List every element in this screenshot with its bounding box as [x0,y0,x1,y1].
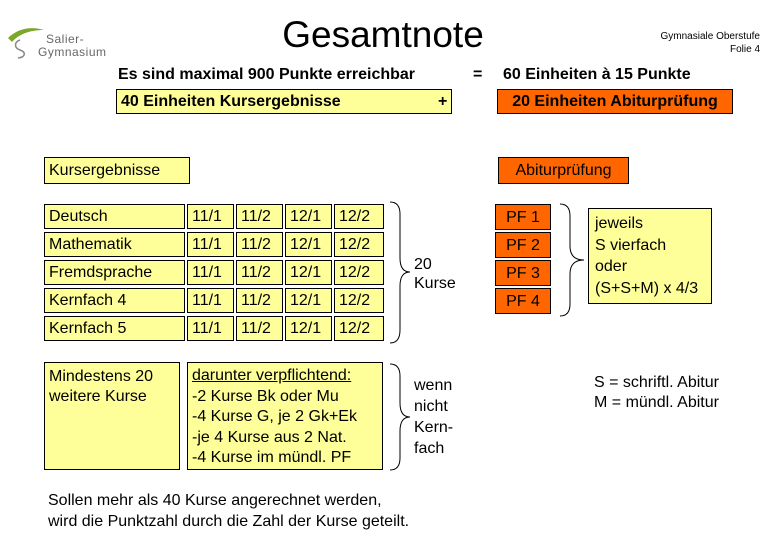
course-row [44,204,384,229]
slide-number: Folie 4 [729,44,760,55]
legend-line: S = schriftl. Abitur [594,374,719,391]
darunter-line: -4 Kurse im mündl. PF [192,449,352,466]
course-subject: Kernfach 5 [44,316,185,341]
darunter-box [187,362,383,470]
wenn-line: wenn [414,377,453,394]
darunter-line: -je 4 Kurse aus 2 Nat. [192,428,347,446]
course-subject: Deutsch [44,204,185,229]
school-name: Gymnasiale Oberstufe [660,31,760,42]
darunter-line: -2 Kurse Bk oder Mu [192,387,339,405]
wenn-brace-icon [388,362,412,472]
max-points-text: Es sind maximal 900 Punkte erreichbar [118,66,416,83]
pf-brace-icon [558,202,588,318]
abitur-legend [594,373,719,413]
mindestens-box [44,362,180,470]
pf-box: PF 4 [495,288,551,314]
course-subject: Mathematik [44,232,185,257]
wenn-note [414,375,453,459]
semester-cell: 12/2 [334,232,384,257]
pf-box: PF 3 [495,260,551,286]
twenty-courses-number: 20 [414,256,432,273]
wenn-line: fach [414,440,445,457]
footer-line: Sollen mehr als 40 Kurse angerechnet werden, [48,492,382,509]
logo-text-line2: Gymnasium [38,45,107,59]
mindestens-line: Mindestens 20 [49,368,154,385]
semester-cell: 12/2 [334,316,384,341]
pf-note-line: S vierfach [595,236,667,254]
abi-units-box: 20 Einheiten Abiturprüfung [497,89,733,114]
semester-cell: 12/1 [285,232,332,257]
semester-cell: 11/1 [187,260,234,285]
footer-line: wird die Punktzahl durch die Zahl der Kurse geteilt. [48,513,410,530]
semester-cell: 12/1 [285,288,332,313]
semester-cell: 12/1 [285,260,332,285]
semester-cell: 12/2 [334,204,384,229]
mindestens-line: weitere Kurse [49,388,147,405]
kurs-units-label: 40 Einheiten Kursergebnisse [121,93,341,110]
pf-note-line: oder [595,258,628,275]
semester-cell: 11/1 [187,288,234,313]
pf-box: PF 2 [495,232,551,258]
semester-cell: 11/1 [187,316,234,341]
pf-box: PF 1 [495,204,551,230]
darunter-line: -4 Kurse G, je 2 Gk+Ek [192,408,357,425]
equals-sign: = [473,66,483,83]
wenn-line: nicht [414,398,448,415]
kurs-units-box [116,89,452,114]
semester-cell: 12/1 [285,316,332,341]
page-title: Gesamtnote [282,14,484,55]
wenn-line: Kern- [414,419,454,436]
course-row [44,260,384,285]
semester-cell: 11/1 [187,204,234,229]
course-row [44,288,384,313]
plus-sign: + [438,93,448,110]
semester-cell: 11/2 [236,288,283,313]
kursergebnisse-header: Kursergebnisse [44,157,190,184]
semester-cell: 12/2 [334,288,384,313]
course-row [44,232,384,257]
header-info [661,30,761,56]
legend-line: M = mündl. Abitur [594,394,719,411]
darunter-heading: darunter verpflichtend: [192,367,352,384]
semester-cell: 12/1 [285,204,332,229]
course-subject: Fremdsprache [44,260,185,285]
semester-cell: 11/2 [236,232,283,257]
logo-text-line1: Salier- [46,32,85,46]
semester-cell: 11/1 [187,232,234,257]
twenty-courses-word: Kurse [414,275,456,292]
pf-note-line: jeweils [595,215,644,232]
footer-note [48,490,409,532]
course-brace-icon [388,200,412,345]
semester-cell: 11/2 [236,204,283,229]
pf-note-line: (S+S+M) x 4/3 [595,279,699,297]
semester-cell: 11/2 [236,316,283,341]
units-points-text: 60 Einheiten à 15 Punkte [503,66,691,83]
abiturpruefung-header: Abiturprüfung [498,157,629,184]
semester-cell: 11/2 [236,260,283,285]
semester-cell: 12/2 [334,260,384,285]
course-subject: Kernfach 4 [44,288,185,313]
course-row [44,316,384,341]
twenty-courses-label [414,255,456,293]
pf-note-box [588,208,712,304]
